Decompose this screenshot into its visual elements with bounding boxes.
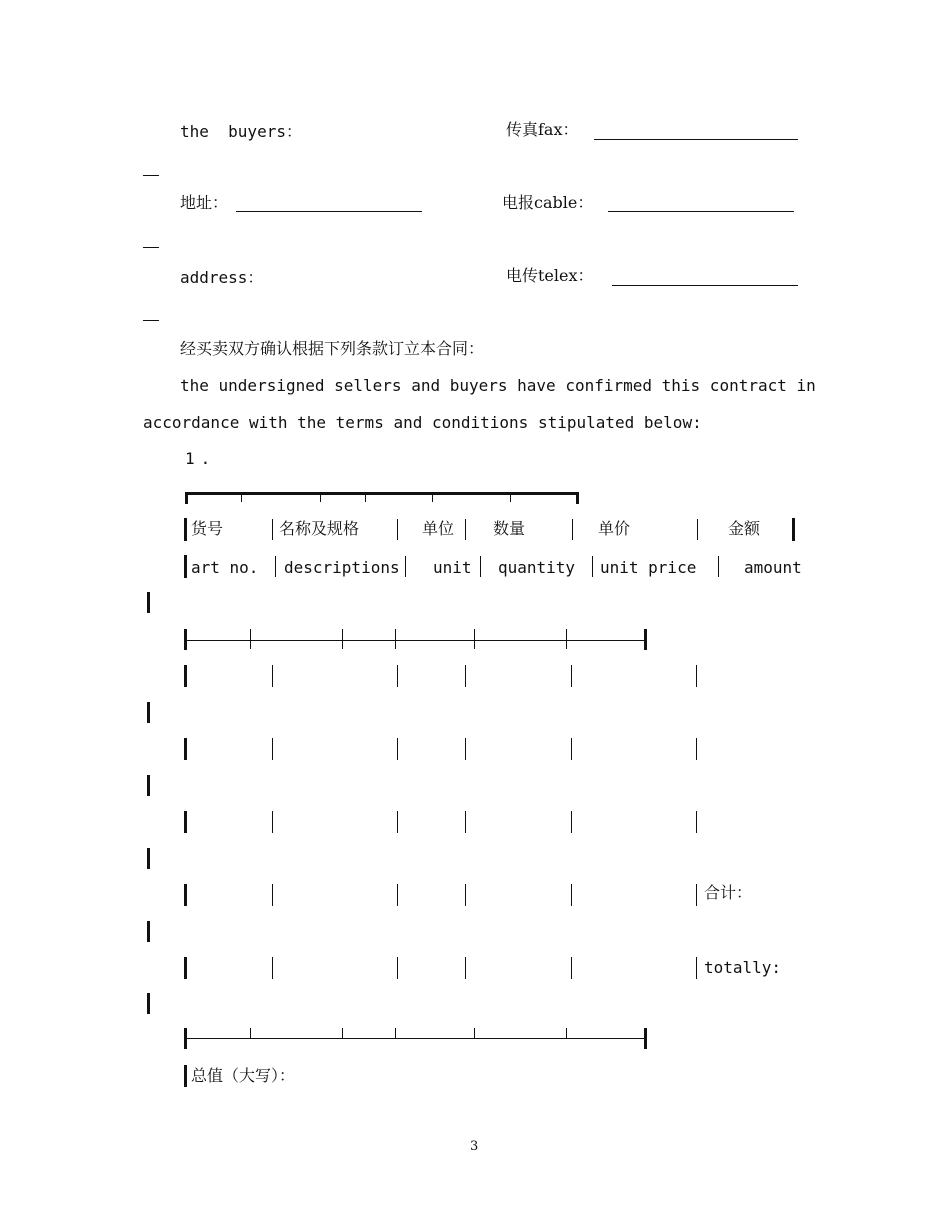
table-col-divider: [272, 884, 273, 906]
cable-blank[interactable]: [608, 211, 794, 212]
table-col-divider: [465, 957, 466, 979]
table-border-right-wrapped: [147, 848, 150, 869]
table-col-divider: [480, 556, 481, 577]
header-en-unit-price: unit price: [600, 558, 697, 577]
table-col-divider: [696, 884, 697, 906]
table-col-divider: [592, 556, 593, 577]
table-top-rule-tick: [320, 492, 321, 502]
table-col-divider: [696, 738, 697, 760]
address-cn-label: 地址：: [180, 193, 229, 212]
intro-en-line1: the undersigned sellers and buyers have confirmed this contract in: [180, 376, 816, 395]
fax-label: 传真fax：: [506, 120, 579, 139]
table-border-left: [184, 884, 187, 906]
table-border-right: [792, 518, 795, 541]
table-col-divider: [571, 884, 572, 906]
table-rule-tick: [395, 1028, 396, 1038]
telex-blank[interactable]: [612, 285, 798, 286]
table-top-rule-tick: [510, 492, 511, 502]
fax-blank-continuation: [143, 175, 159, 176]
table-rule-tick: [566, 629, 567, 649]
table-col-divider: [397, 738, 398, 760]
table-col-divider: [397, 811, 398, 833]
telex-label: 电传telex：: [506, 266, 594, 285]
section-number: 1.: [185, 449, 217, 468]
table-col-divider: [272, 957, 273, 979]
header-en-amount: amount: [744, 558, 802, 577]
address-en-label: address：: [180, 268, 264, 287]
table-col-divider: [571, 738, 572, 760]
table-border-left: [184, 1065, 187, 1087]
header-cn-unit: 单位: [422, 519, 455, 538]
header-en-description: descriptions: [284, 558, 400, 577]
table-top-rule: [185, 492, 579, 495]
intro-en-line2: accordance with the terms and conditions stipulated below:: [143, 413, 702, 432]
table-col-divider: [272, 519, 273, 540]
table-col-divider: [571, 811, 572, 833]
table-rule-tick: [342, 1028, 343, 1038]
table-rule-tick: [250, 629, 251, 649]
table-border-right-wrapped: [147, 993, 150, 1014]
table-col-divider: [397, 665, 398, 687]
table-col-divider: [465, 811, 466, 833]
table-rule-end: [644, 629, 647, 650]
table-col-divider: [696, 957, 697, 979]
table-col-divider: [272, 665, 273, 687]
table-col-divider: [696, 665, 697, 687]
table-col-divider: [465, 665, 466, 687]
table-bottom-rule: [186, 1038, 646, 1039]
table-top-rule-tick: [365, 492, 366, 502]
table-rule-end: [644, 1028, 647, 1049]
table-top-rule-tick: [241, 492, 242, 502]
table-col-divider: [397, 884, 398, 906]
header-en-quantity: quantity: [498, 558, 576, 577]
table-col-divider: [572, 519, 573, 540]
fax-blank[interactable]: [594, 139, 798, 140]
table-col-divider: [397, 957, 398, 979]
table-col-divider: [697, 519, 698, 540]
table-col-divider: [272, 738, 273, 760]
table-rule-tick: [250, 1028, 251, 1038]
telex-blank-continuation: [143, 320, 159, 321]
table-border-left: [184, 738, 187, 760]
table-rule-tick: [474, 629, 475, 649]
table-border-left: [184, 518, 187, 541]
table-border-right-wrapped: [147, 592, 150, 613]
header-en-unit: unit: [433, 558, 472, 577]
header-cn-description: 名称及规格: [279, 519, 360, 538]
table-rule-tick: [395, 629, 396, 649]
address-cn-blank[interactable]: [236, 211, 422, 212]
table-rule-tick: [474, 1028, 475, 1038]
table-top-rule-tick: [432, 492, 433, 502]
table-col-divider: [571, 665, 572, 687]
table-border-right-wrapped: [147, 775, 150, 796]
cable-blank-continuation: [143, 247, 159, 248]
table-rule-end: [184, 629, 187, 650]
table-col-divider: [275, 556, 276, 577]
intro-cn: 经买卖双方确认根据下列条款订立本合同：: [180, 339, 485, 358]
table-border-left: [184, 811, 187, 833]
header-cn-unit-price: 单价: [598, 519, 631, 538]
table-top-rule-tick: [576, 492, 579, 504]
header-cn-art-no: 货号: [191, 519, 224, 538]
table-border-left: [184, 957, 187, 979]
table-col-divider: [405, 556, 406, 577]
table-border-right-wrapped: [147, 702, 150, 723]
table-border-right-wrapped: [147, 921, 150, 942]
header-cn-amount: 金额: [728, 519, 761, 538]
total-label-en: totally:: [704, 958, 782, 977]
total-value-label: 总值（大写）：: [191, 1066, 296, 1085]
table-top-rule-tick: [185, 492, 188, 504]
table-col-divider: [571, 957, 572, 979]
header-en-art-no: art no.: [191, 558, 259, 577]
table-col-divider: [696, 811, 697, 833]
table-header-rule: [186, 640, 646, 641]
table-border-left: [184, 555, 187, 578]
table-rule-tick: [566, 1028, 567, 1038]
total-label-cn: 合计：: [704, 883, 753, 902]
table-col-divider: [465, 519, 466, 540]
cable-label: 电报cable：: [502, 193, 594, 212]
table-col-divider: [718, 556, 719, 577]
page-number: 3: [470, 1139, 479, 1154]
header-cn-quantity: 数量: [493, 519, 526, 538]
table-border-left: [184, 665, 187, 687]
table-rule-tick: [342, 629, 343, 649]
table-col-divider: [397, 519, 398, 540]
table-rule-end: [184, 1028, 187, 1049]
buyers-label: the buyers：: [180, 122, 302, 141]
table-col-divider: [272, 811, 273, 833]
table-col-divider: [465, 738, 466, 760]
table-col-divider: [465, 884, 466, 906]
